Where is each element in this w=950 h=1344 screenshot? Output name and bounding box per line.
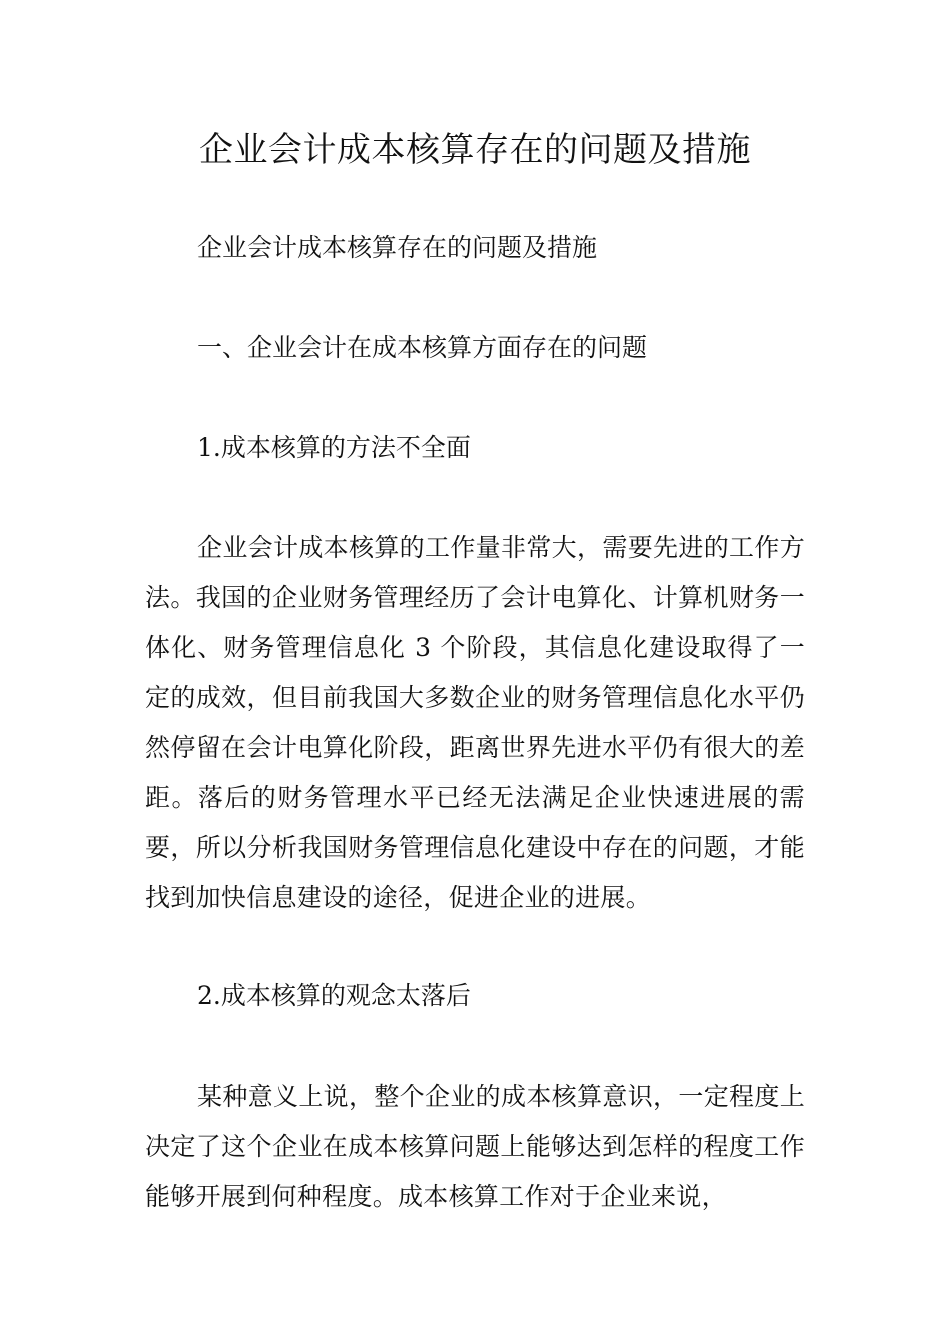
body-paragraph-2: 某种意义上说，整个企业的成本核算意识，一定程度上决定了这个企业在成本核算问题上能够达到怎样的程度工作能够开展到何种程度。成本核算工作对于企业来说， <box>145 1082 805 1211</box>
document-subtitle: 企业会计成本核算存在的问题及措施 <box>197 233 598 262</box>
document-title: 企业会计成本核算存在的问题及措施 <box>199 130 751 170</box>
subsection-heading-1: 1.成本核算的方法不全面 <box>197 433 471 462</box>
body-paragraph-1: 企业会计成本核算的工作量非常大，需要先进的工作方法。我国的企业财务管理经历了会计电算化、计算机财务一体化、财务管理信息化 3 个阶段，其信息化建设取得了一定的成效，但目前我国大多数企业的财务管理信息化水平仍然停留在会计电算化阶段，距离世界先进水平仍有很大的差距。落后的财务管理水平已经无法满足企业快速进展的需要，所以分析我国财务管理信息化建设中存在的问题，才能找到加快信息建设的途径，促进企业的进展。 <box>145 533 805 912</box>
section-heading: 一、企业会计在成本核算方面存在的问题 <box>197 333 648 362</box>
subsection-heading-2: 2.成本核算的观念太落后 <box>197 981 471 1010</box>
